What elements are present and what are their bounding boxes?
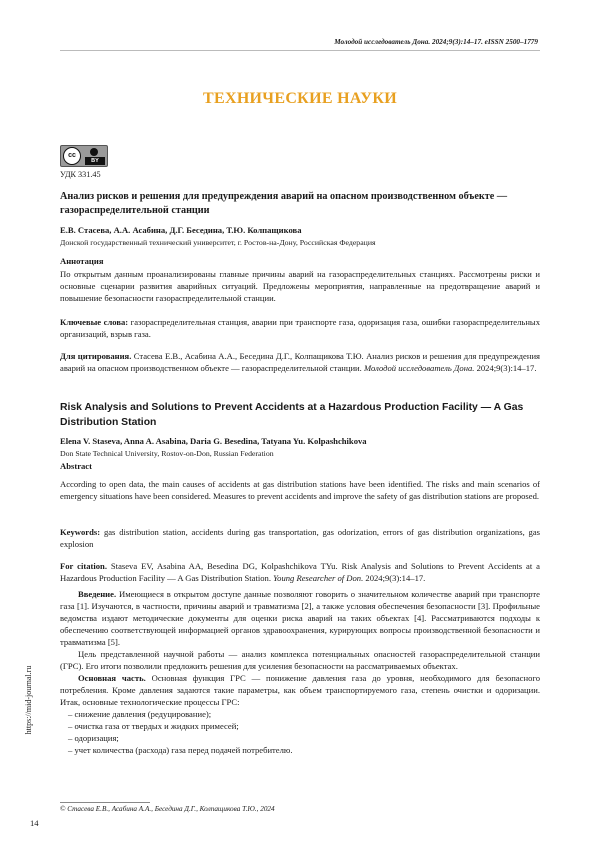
footer-rule [60, 802, 150, 803]
header-rule [60, 50, 540, 51]
article-body [60, 588, 540, 756]
ru-affiliation: Донской государственный технический университет, г. Ростов-на-Дону, Российская Федерация [60, 238, 376, 247]
ru-citation-label: Для цитирования. [60, 351, 132, 361]
ru-keywords [60, 316, 540, 340]
journal-header: Молодой исследователь Дона. 2024;9(3):14–17. eISSN 2500–1779 [334, 38, 538, 46]
list-item: – учет количества (расхода) газа перед подачей потребителю. [68, 745, 293, 755]
intro-label: Введение. [78, 589, 117, 599]
en-keywords-text: gas distribution station, accidents during gas transportation, gas odorization, errors of gas distribution organizations, gas explosion [60, 527, 540, 549]
en-authors: Elena V. Staseva, Anna A. Asabina, Daria G. Besedina, Tatyana Yu. Kolpashchikova [60, 436, 367, 446]
ru-citation [60, 350, 540, 374]
intro-paragraph [60, 588, 540, 648]
intro-text: Имеющиеся в открытом доступе данные позволяют говорить о значительном количестве аварий при транспорте газа [1]. Изучаются, в частности, причины аварий и травматизма [2], а также условия обеспечения безопасности [3]. Профильные ведомства издают методические документы для оценки риска аварий на таких объектах [4]. Рассматриваются подходы к обеспечению соответствующей информацией органов здравоохранения, курирующих вопросы производственной безопасности и травматизма [5]. [60, 589, 540, 647]
cc-icon: cc [63, 147, 81, 165]
en-citation-label: For citation. [60, 561, 107, 571]
person-icon [90, 148, 98, 156]
cc-by-license-badge[interactable] [60, 145, 108, 167]
ru-abstract: По открытым данным проанализированы главные причины аварий на газораспределительных станциях. Рассмотрены риски и основные сценарии развития аварийных ситуаций. Предложены мероприятия, направленные на предотвращение аварий и повышение безопасности газораспределительной станции. [60, 269, 540, 303]
en-citation [60, 560, 540, 584]
page-number: 14 [30, 818, 39, 828]
en-citation-journal: Young Researcher of Don. [273, 573, 364, 583]
ru-citation-text: Стасева Е.В., Асабина А.А., Беседина Д.Г., Колпащикова Т.Ю. Анализ рисков и решения для предупреждения аварий на опасном производственном объекте — газораспределительной станции. [60, 351, 541, 373]
ru-citation-journal: Молодой исследователь Дона. [363, 363, 475, 373]
by-label: BY [85, 157, 105, 165]
list-item: – одоризация; [68, 733, 119, 743]
en-abstract-label: Abstract [60, 461, 92, 471]
ru-article-title: Анализ рисков и решения для предупреждения аварий на опасном производственном объекте — газораспределительной станции [60, 191, 508, 216]
ru-abstract-label: Аннотация [60, 256, 104, 266]
list-item: – снижение давления (редуцирование); [68, 709, 212, 719]
en-keywords [60, 526, 540, 550]
en-article-title: Risk Analysis and Solutions to Prevent Accidents at a Hazardous Production Facility — A Gas Distribution Station [60, 402, 524, 428]
copyright-footer: © Стасева Е.В., Асабина А.А., Беседина Д.Г., Колпащикова Т.Ю., 2024 [60, 805, 275, 813]
ru-keywords-label: Ключевые слова: [60, 317, 129, 327]
udk-code: УДК 331.45 [60, 170, 101, 179]
main-paragraph [60, 672, 540, 708]
journal-url-link[interactable]: https://mid-journal.ru [24, 665, 33, 735]
en-citation-text: Staseva EV, Asabina AA, Besedina DG, Kolpashchikova TYu. Risk Analysis and Solutions to Prevent Accidents at a Hazardous Production Facility — A Gas Distribution Station. [60, 561, 540, 583]
ru-citation-tail: 2024;9(3):14–17. [476, 363, 537, 373]
en-keywords-label: Keywords: [60, 527, 101, 537]
en-affiliation: Don State Technical University, Rostov-on-Don, Russian Federation [60, 449, 274, 458]
en-abstract: According to open data, the main causes of accidents at gas distribution stations have been identified. The risks and main scenarios of emergency situations have been considered. Measures to prevent accidents and improve the safety of gas distribution stations are proposed. [60, 479, 540, 501]
section-title: ТЕХНИЧЕСКИЕ НАУКИ [203, 90, 397, 107]
ru-keywords-text: газораспределительная станция, аварии при транспорте газа, одоризация газа, ошибки газораспределительных организаций, взрыв газа. [60, 317, 540, 339]
ru-authors: Е.В. Стасева, А.А. Асабина, Д.Г. Беседина, Т.Ю. Колпащикова [60, 225, 302, 235]
main-label: Основная часть. [78, 673, 146, 683]
main-text: Основная функция ГРС — понижение давления газа до уровня, необходимого для безопасного потребления. Кроме давления задаются такие параметры, как объем транспортируемого газа, степень очистки и одоризации. Итак, основные технологические процессы ГРС: [60, 673, 541, 707]
list-item: – очистка газа от твердых и жидких примесей; [68, 721, 239, 731]
en-citation-tail: 2024;9(3):14–17. [365, 573, 426, 583]
goal-paragraph: Цель представленной научной работы — анализ комплекса потенциальных опасностей газораспределительной станции (ГРС). Его итоги позволили предложить решения для усиления безопасности на рассматриваемых объектах. [60, 649, 540, 671]
